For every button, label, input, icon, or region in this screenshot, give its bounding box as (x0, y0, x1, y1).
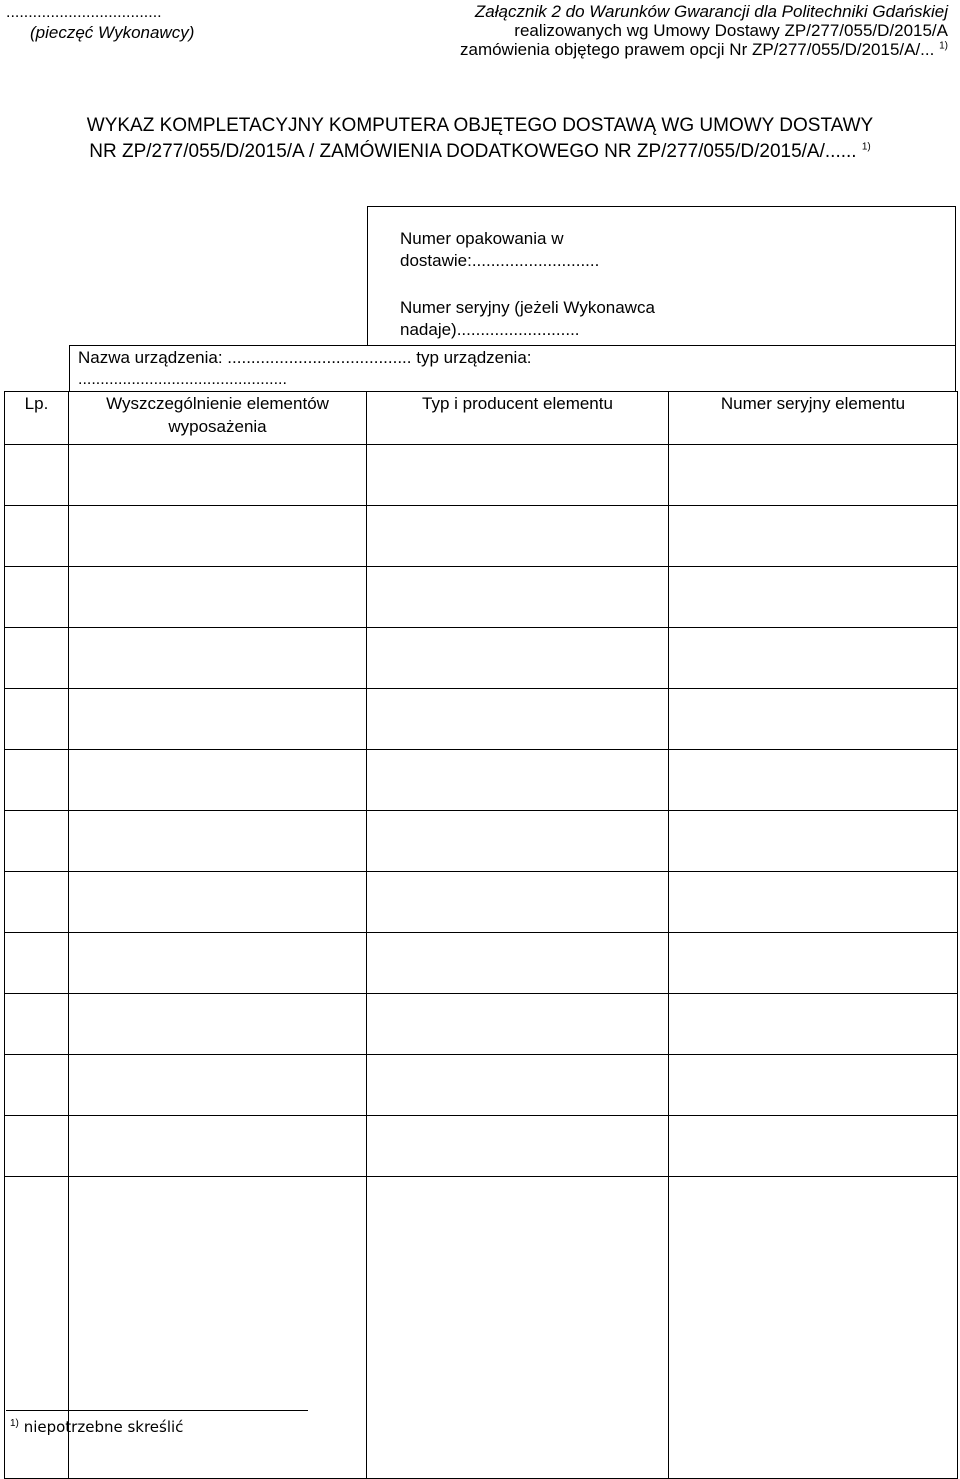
table-row (5, 628, 958, 689)
cell-type-producer[interactable] (367, 1177, 669, 1479)
cell-serial-number[interactable] (669, 628, 958, 689)
cell-component[interactable] (69, 811, 367, 872)
cell-type-producer[interactable] (367, 567, 669, 628)
cell-component[interactable] (69, 994, 367, 1055)
header-type-producer: Typ i producent elementu (367, 392, 669, 445)
table-row (5, 506, 958, 567)
cell-type-producer[interactable] (367, 994, 669, 1055)
stamp-label: (pieczęć Wykonawcy) (30, 23, 195, 42)
device-name-type-field[interactable]: Nazwa urządzenia: ....................................... typ urządzenia: (78, 348, 532, 367)
cell-serial-number[interactable] (669, 994, 958, 1055)
cell-type-producer[interactable] (367, 1116, 669, 1177)
cell-serial-number[interactable] (669, 933, 958, 994)
title-line-1: WYKAZ KOMPLETACYJNY KOMPUTERA OBJĘTEGO DOSTAWĄ WG UMOWY DOSTAWY (86, 115, 874, 136)
table-row (5, 1055, 958, 1116)
device-serial-number-field[interactable]: Numer seryjny (jeżeli Wykonawca nadaje).......................... (400, 298, 655, 339)
cell-component[interactable] (69, 506, 367, 567)
cell-type-producer[interactable] (367, 750, 669, 811)
table-header-row (5, 392, 958, 445)
cell-serial-number[interactable] (669, 506, 958, 567)
cell-lp[interactable] (5, 994, 69, 1055)
document-title (0, 113, 960, 165)
table-row (5, 445, 958, 506)
cell-lp[interactable] (5, 750, 69, 811)
cell-component[interactable] (69, 750, 367, 811)
components-table (4, 391, 958, 1479)
cell-serial-number[interactable] (669, 1055, 958, 1116)
table-row (5, 689, 958, 750)
cell-serial-number[interactable] (669, 872, 958, 933)
footnote-ref: 1) (10, 1418, 19, 1429)
cell-lp[interactable] (5, 567, 69, 628)
cell-component[interactable] (69, 872, 367, 933)
cell-component[interactable] (69, 1116, 367, 1177)
cell-component[interactable] (69, 628, 367, 689)
cell-component[interactable] (69, 689, 367, 750)
footnote-text: niepotrzebne skreślić (23, 1418, 184, 1436)
cell-type-producer[interactable] (367, 933, 669, 994)
table-row (5, 872, 958, 933)
cell-type-producer[interactable] (367, 628, 669, 689)
cell-lp[interactable] (5, 872, 69, 933)
cell-type-producer[interactable] (367, 811, 669, 872)
cell-serial-number[interactable] (669, 811, 958, 872)
title-line-2 (0, 139, 960, 165)
title-footnote-ref: 1) (861, 141, 871, 153)
cell-serial-number[interactable] (669, 750, 958, 811)
cell-lp[interactable] (5, 506, 69, 567)
header-components: Wyszczególnienie elementów wyposażenia (69, 392, 367, 445)
cell-type-producer[interactable] (367, 689, 669, 750)
package-number-field[interactable]: Numer opakowania w dostawie:........................... (400, 229, 600, 270)
footnote (10, 1418, 183, 1436)
cell-type-producer[interactable] (367, 872, 669, 933)
annex-line-3 (460, 40, 948, 59)
device-name-dots[interactable]: ............................................... (78, 371, 287, 388)
cell-component[interactable] (69, 933, 367, 994)
cell-serial-number[interactable] (669, 445, 958, 506)
cell-serial-number[interactable] (669, 1116, 958, 1177)
annex-line-2: realizowanych wg Umowy Dostawy ZP/277/055/D/2015/A (514, 21, 948, 40)
annex-header (460, 2, 948, 59)
cell-lp[interactable] (5, 1055, 69, 1116)
cell-lp[interactable] (5, 628, 69, 689)
title-line-2-text: NR ZP/277/055/D/2015/A / ZAMÓWIENIA DODATKOWEGO NR ZP/277/055/D/2015/A/...... (89, 141, 857, 162)
table-row (5, 811, 958, 872)
annex-line-1: Załącznik 2 do Warunków Gwarancji dla Politechniki Gdańskiej (474, 2, 948, 21)
annex-line-3-text: zamówienia objętego prawem opcji Nr ZP/277/055/D/2015/A/... (459, 40, 935, 59)
footnote-divider (6, 1410, 308, 1411)
cell-lp[interactable] (5, 689, 69, 750)
cell-component[interactable] (69, 1055, 367, 1116)
cell-lp[interactable] (5, 445, 69, 506)
packaging-info-box (367, 206, 956, 346)
cell-lp[interactable] (5, 811, 69, 872)
header-lp: Lp. (5, 392, 69, 445)
cell-component[interactable] (69, 567, 367, 628)
table-row (5, 994, 958, 1055)
cell-type-producer[interactable] (367, 445, 669, 506)
cell-lp[interactable] (5, 1116, 69, 1177)
table-row (5, 933, 958, 994)
cell-component[interactable] (69, 445, 367, 506)
annex-footnote-ref: 1) (939, 40, 948, 52)
cell-serial-number[interactable] (669, 689, 958, 750)
device-name-row (69, 345, 956, 392)
table-row (5, 1116, 958, 1177)
stamp-placeholder-dots: ................................... (6, 4, 162, 21)
table-body (5, 445, 958, 1479)
table-row (5, 750, 958, 811)
cell-serial-number[interactable] (669, 567, 958, 628)
cell-lp[interactable] (5, 933, 69, 994)
table-row (5, 567, 958, 628)
cell-serial-number[interactable] (669, 1177, 958, 1479)
header-serial-number: Numer seryjny elementu (669, 392, 958, 445)
cell-type-producer[interactable] (367, 1055, 669, 1116)
cell-type-producer[interactable] (367, 506, 669, 567)
